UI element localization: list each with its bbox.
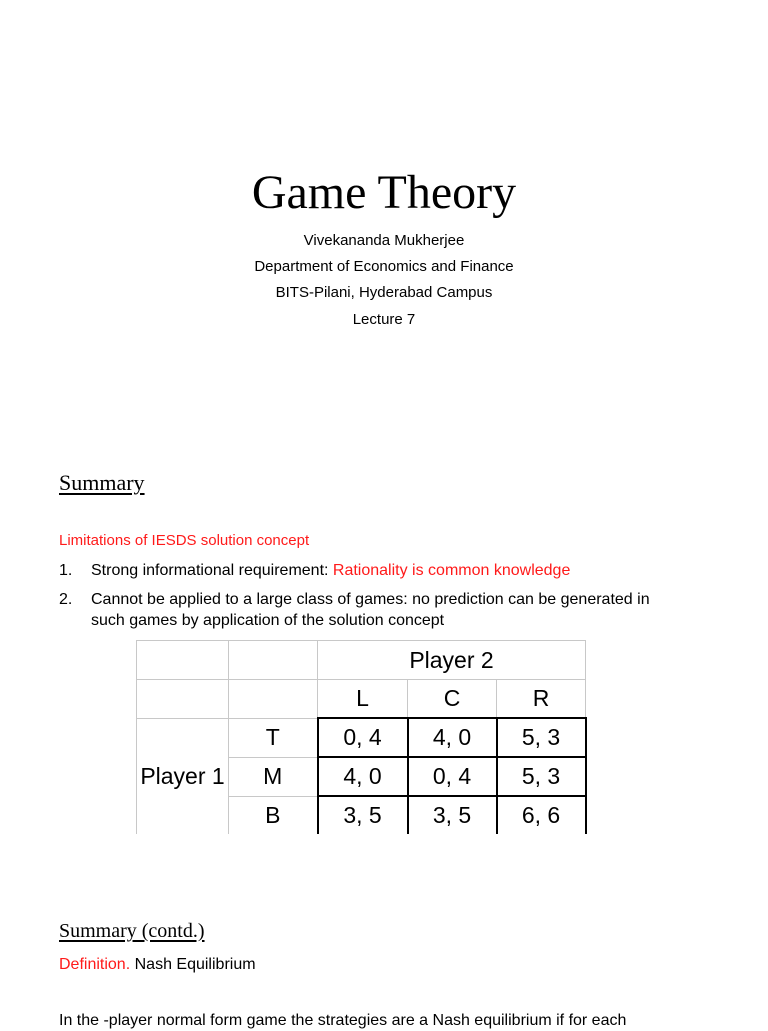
payoff-cell: 3, 5 [318,796,408,834]
row-label: B [229,796,318,834]
corner-cell [137,641,229,680]
payoff-cell: 4, 0 [318,757,408,796]
player1-label: Player 1 [137,718,229,834]
limitations-title: Limitations of IESDS solution concept [59,532,310,549]
payoff-cell: 6, 6 [497,796,586,834]
page-title: Game Theory [251,166,517,219]
list-number-2: 2. [59,591,73,608]
author-name: Vivekananda Mukherjee [303,232,465,249]
list-item-1-highlight: Rationality is common knowledge [332,562,571,579]
lecture-number: Lecture 7 [352,311,416,328]
definition-term: Nash Equilibrium [134,956,256,973]
summary-contd-heading: Summary (contd.) [59,920,205,942]
list-number-1: 1. [59,562,73,579]
list-item-2-line1: Cannot be applied to a large class of games: no prediction can be generated in [91,591,650,608]
summary-heading: Summary [59,470,145,495]
payoff-cell: 0, 4 [408,757,497,796]
column-label: R [497,680,586,719]
row-label: M [229,757,318,796]
payoff-matrix [136,640,587,834]
payoff-cell: 5, 3 [497,757,586,796]
row-label: T [229,718,318,757]
definition-label: Definition. [59,956,131,973]
list-item-1 [91,560,570,581]
payoff-cell: 3, 5 [408,796,497,834]
list-item-2-line2: such games by application of the solution concept [91,612,445,629]
player2-label: Player 2 [318,641,586,680]
definition-body: In the -player normal form game the strategies are a Nash equilibrium if for each [59,1012,627,1029]
institution-name: BITS-Pilani, Hyderabad Campus [275,284,493,301]
payoff-cell: 0, 4 [318,718,408,757]
list-item-1-text: Strong informational requirement: [91,562,333,579]
column-label: L [318,680,408,719]
corner-cell [229,641,318,680]
corner-cell [229,680,318,719]
payoff-cell: 4, 0 [408,718,497,757]
corner-cell [137,680,229,719]
definition-line [59,954,256,975]
column-label: C [408,680,497,719]
payoff-cell: 5, 3 [497,718,586,757]
department-name: Department of Economics and Finance [254,258,514,275]
